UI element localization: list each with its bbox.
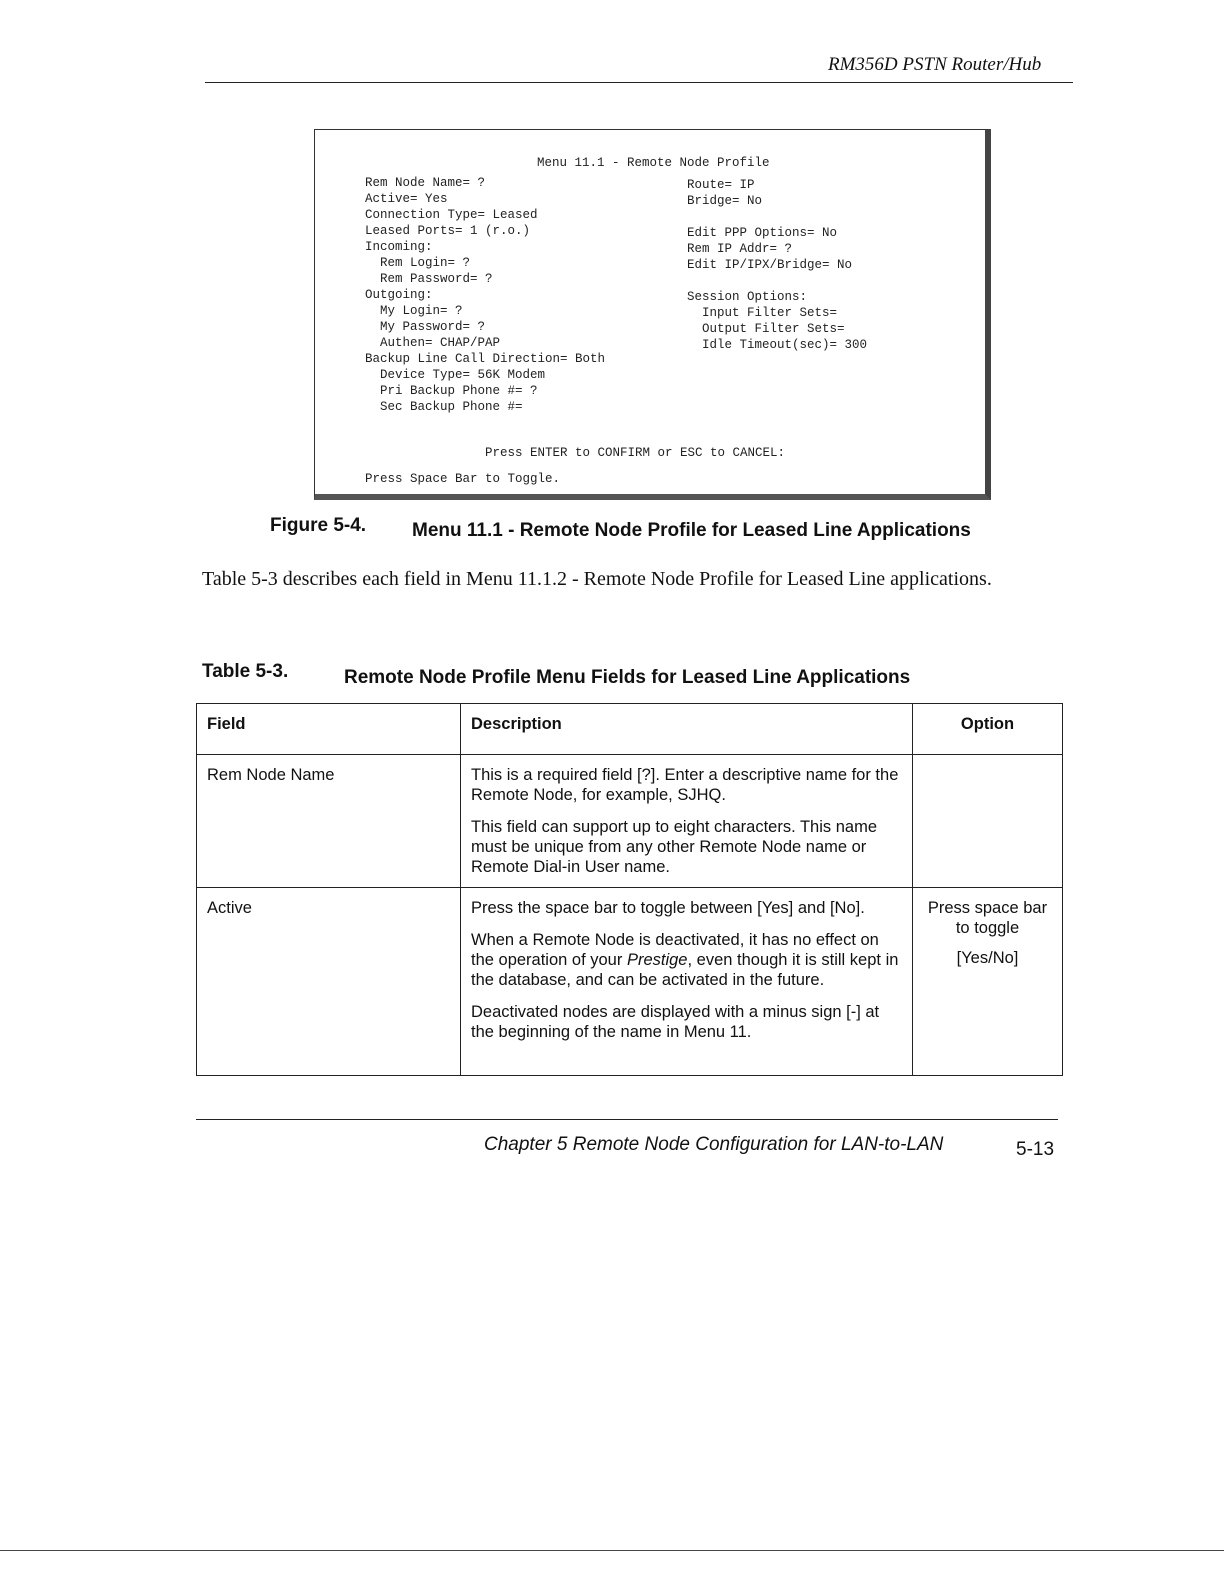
figure-caption: Menu 11.1 - Remote Node Profile for Leased Line Applications [412,520,971,541]
scan-edge-rule [0,1550,1224,1551]
product-name: Prestige [626,951,688,969]
description-text: When a Remote Node is deactivated, it has no effect on the operation of your [471,931,879,969]
body-paragraph: Table 5-3 describes each field in Menu 11.1.2 - Remote Node Profile for Leased Line applications. [202,568,992,590]
description-paragraph [471,930,902,990]
screen-line: Pri Backup Phone #= ? [365,384,538,398]
footer-rule [196,1119,1058,1120]
screen-line: Connection Type= Leased [365,208,538,222]
description-paragraph: Press the space bar to toggle between [Yes] and [No]. [471,899,865,917]
description-paragraph: This is a required field [?]. Enter a descriptive name for the Remote Node, for example, SJHQ. [471,766,899,804]
table-number: Table 5-3. [202,661,289,682]
screen-line: Route= IP [687,178,755,192]
screen-line: Bridge= No [687,194,763,208]
field-option [913,755,1063,888]
table-row [197,755,1063,888]
field-name: Active [197,888,461,1076]
table-row [197,888,1063,1076]
column-header-description: Description [461,704,913,755]
screen-line: Session Options: [687,290,808,304]
screen-line: Sec Backup Phone #= [365,400,523,414]
running-header: RM356D PSTN Router/Hub [828,54,1042,75]
screen-line: Incoming: [365,240,433,254]
field-description [461,888,913,1076]
footer-chapter: Chapter 5 Remote Node Configuration for LAN-to-LAN [484,1134,944,1155]
column-header-field: Field [197,704,461,755]
screen-line: Device Type= 56K Modem [365,368,546,382]
table-caption: Remote Node Profile Menu Fields for Leased Line Applications [344,667,911,688]
screen-line: Edit PPP Options= No [687,226,838,240]
description-paragraph: This field can support up to eight characters. This name must be unique from any other Remote Node name or Remote Dial-in User name. [471,818,877,876]
screen-title: Menu 11.1 - Remote Node Profile [537,156,770,170]
column-header-option: Option [913,704,1063,755]
option-text: Press space bar to toggle [927,899,1048,937]
description-text: , even though it is still kept in the database, and can be activated in the future. [471,951,899,989]
screen-line: Edit IP/IPX/Bridge= No [687,258,853,272]
option-values: [Yes/No] [956,949,1019,967]
description-paragraph: Deactivated nodes are displayed with a minus sign [-] at the beginning of the name in Menu 11. [471,1003,880,1041]
screen-line: Input Filter Sets= [687,306,838,320]
table-header-row [197,704,1063,755]
screen-toggle-hint: Press Space Bar to Toggle. [365,472,561,486]
screen-confirm-prompt: Press ENTER to CONFIRM or ESC to CANCEL: [485,446,786,460]
field-name: Rem Node Name [197,755,461,888]
field-option [913,888,1063,1076]
header-rule [205,82,1073,83]
figure-number: Figure 5-4. [270,515,367,536]
page-number: 5-13 [1016,1139,1055,1160]
screen-line: Rem Node Name= ? [365,176,486,190]
screen-line: Output Filter Sets= [687,322,845,336]
fields-table [196,703,1063,1076]
screen-line: Rem Login= ? [365,256,471,270]
screen-line: Rem IP Addr= ? [687,242,793,256]
screen-line: Leased Ports= 1 (r.o.) [365,224,531,238]
terminal-screen [314,129,991,500]
screen-line: Rem Password= ? [365,272,493,286]
field-description [461,755,913,888]
screen-line: Active= Yes [365,192,448,206]
screen-line: Authen= CHAP/PAP [365,336,501,350]
screen-line: Outgoing: [365,288,433,302]
screen-line: Idle Timeout(sec)= 300 [687,338,868,352]
screen-line: Backup Line Call Direction= Both [365,352,606,366]
screen-line: My Password= ? [365,320,486,334]
screen-line: My Login= ? [365,304,463,318]
